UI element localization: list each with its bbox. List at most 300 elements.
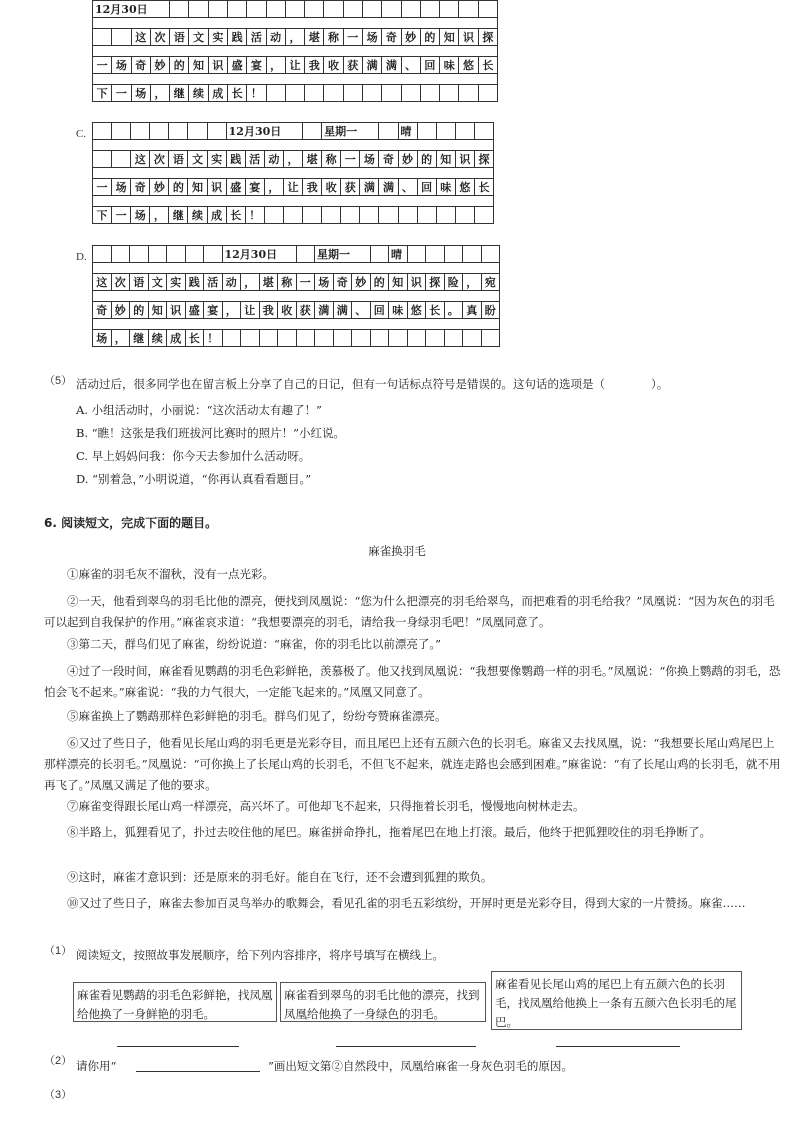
q5-stem: 活动过后，很多同学也在留言板上分享了自己的日记，但有一句话标点符号是错误的。这句话的选项是（ ）。 — [76, 377, 669, 391]
grid-cell — [93, 123, 112, 140]
event-box-1: 麻雀看见鹦鹉的羽毛色彩鲜艳，找凤凰给他换了一身鲜艳的羽毛。 — [73, 982, 277, 1022]
grid-char-cell: 知 — [389, 274, 408, 291]
grid-cell — [227, 1, 246, 18]
grid-char-cell: 继 — [170, 85, 189, 102]
grid-char-cell: 文 — [189, 29, 208, 46]
paragraph-9: ⑨这时，麻雀才意识到：还是原来的羽毛好。能自在飞行，还不会遭到狐狸的欺负。 — [67, 870, 493, 884]
grid-char-cell: ！ — [247, 85, 266, 102]
grid-char-cell: 一 — [341, 151, 360, 168]
grid-char-cell: 的 — [420, 29, 439, 46]
underline-sample — [136, 1071, 260, 1072]
paragraph-1: ①麻雀的羽毛灰不溜秋，没有一点光彩。 — [67, 567, 274, 581]
grid-char-cell: 动 — [222, 274, 241, 291]
q5-option-d[interactable]: D. “别着急，”小明说道，“你再认真看看题目。” — [76, 472, 312, 486]
grid-char-cell: 盛 — [227, 57, 246, 74]
grid-char-cell: 堪 — [303, 151, 322, 168]
grid-char-cell: 回 — [417, 179, 436, 196]
grid-cell — [478, 85, 497, 102]
grid-char-cell: 的 — [169, 179, 188, 196]
paragraph-7: ⑦麻雀变得跟长尾山鸡一样漂亮，高兴坏了。可他却飞不起来，只得拖着长羽毛，慢慢地向树林走去。 — [67, 799, 585, 813]
grid-char-cell: 实 — [167, 274, 186, 291]
grid-char-cell: 妙 — [398, 151, 417, 168]
grid-cell — [398, 207, 417, 224]
grid-cell — [455, 123, 474, 140]
grid-char-cell: 探 — [478, 29, 497, 46]
grid-char-cell: 的 — [417, 151, 436, 168]
grid-char-cell: 践 — [227, 29, 246, 46]
grid-cell — [112, 151, 131, 168]
grid-char-cell: 活 — [245, 151, 264, 168]
grid-cell — [207, 123, 226, 140]
grid-date: 12月30日 — [226, 123, 302, 140]
grid-cell — [417, 123, 436, 140]
grid-row — [93, 330, 500, 347]
grid-char-cell: 一 — [343, 29, 362, 46]
grid-char-cell: 探 — [426, 274, 445, 291]
grid-cell — [352, 330, 371, 347]
grid-char-cell: 回 — [370, 302, 389, 319]
grid-cell — [407, 330, 426, 347]
grid-cell — [343, 1, 362, 18]
grid-char-cell: 回 — [420, 57, 439, 74]
grid-char-cell: 悠 — [459, 57, 478, 74]
grid-cell — [341, 207, 360, 224]
grid-char-cell: 盛 — [226, 179, 245, 196]
grid-char-cell: 盛 — [185, 302, 204, 319]
grid-char-cell: 文 — [148, 274, 167, 291]
grid-char-cell: 一 — [112, 85, 131, 102]
grid-char-cell: 称 — [322, 151, 341, 168]
grid-char-cell: 动 — [266, 29, 285, 46]
grid-row — [93, 29, 498, 46]
grid-cell — [407, 246, 426, 263]
grid-char-cell: 满 — [362, 57, 381, 74]
grid-char-cell: ， — [150, 85, 169, 102]
grid-char-cell: 称 — [278, 274, 297, 291]
grid-cell — [278, 330, 297, 347]
grid-char-cell: 次 — [150, 151, 169, 168]
grid-char-cell: 这 — [131, 29, 150, 46]
grid-row — [93, 274, 500, 291]
grid-char-cell: ！ — [204, 330, 223, 347]
grid-char-cell: 收 — [322, 179, 341, 196]
grid-char-cell: 盼 — [481, 302, 500, 319]
grid-char-cell: 味 — [436, 179, 455, 196]
paragraph-4: ④过了一段时间，麻雀看见鹦鹉的羽毛色彩鲜艳，羡慕极了。他又找到凤凰说：“我想要像鹦鹉一样的羽毛。”凤凰说：“你换上鹦鹉的羽毛，恐怕会飞不起来。”麻雀说：“我的力气很大，一定能飞起来的。”凤凰又同意了。 — [44, 664, 781, 699]
sub2-number: （2） — [44, 1055, 73, 1067]
grid-cell — [324, 1, 343, 18]
grid-cell — [305, 1, 324, 18]
grid-char-cell: 我 — [259, 302, 278, 319]
grid-cell — [204, 246, 223, 263]
grid-gap — [93, 18, 498, 29]
grid-cell — [463, 330, 482, 347]
grid-cell — [266, 1, 285, 18]
grid-char-cell: 满 — [382, 57, 401, 74]
grid-char-cell: 下 — [93, 85, 112, 102]
grid-char-cell: 实 — [208, 29, 227, 46]
grid-char-cell: 活 — [247, 29, 266, 46]
grid-char-cell: 、 — [352, 302, 371, 319]
grid-cell — [379, 207, 398, 224]
grid-gap-row — [93, 18, 498, 29]
grid-cell — [283, 207, 302, 224]
paragraph-2: ②一天，他看到翠鸟的羽毛比他的漂亮，便找到凤凰说：“您为什么把漂亮的羽毛给翠鸟，而把难看的羽毛给我？”凤凰说：“因为灰色的羽毛可以起到自我保护的作用。”麻雀哀求道：“我想要漂亮的羽毛，请给我一身绿羽毛吧！”凤凰同意了。 — [44, 594, 775, 629]
grid-char-cell: 场 — [131, 85, 150, 102]
grid-weekday: 星期一 — [322, 123, 379, 140]
grid-cell — [459, 85, 478, 102]
grid-cell — [474, 207, 493, 224]
grid-cell — [333, 330, 352, 347]
grid-cell — [343, 85, 362, 102]
grid-char-cell: 满 — [333, 302, 352, 319]
paragraph-6: ⑥又过了些日子，他看见长尾山鸡的羽毛更是光彩夺目，而且尾巴上还有五颜六色的长羽毛。麻雀又去找凤凰，说：“我想要长尾山鸡尾巴上那样漂亮的长羽毛。”凤凰说：“可你换上了长尾山鸡的长羽毛，不但飞不起来，就连走路也会感到困难。”麻雀说：“有了长尾山鸡的长羽毛，就不用再飞了。”凤凰又满足了他的要求。 — [44, 736, 781, 792]
grid-cell — [481, 330, 500, 347]
grid-cell — [169, 123, 188, 140]
grid-char-cell: 悠 — [407, 302, 426, 319]
grid-char-cell: 的 — [370, 274, 389, 291]
grid-char-cell: 奇 — [333, 274, 352, 291]
grid-header-row — [93, 1, 498, 18]
grid-char-cell: 成 — [167, 330, 186, 347]
grid-char-cell: 让 — [285, 57, 304, 74]
grid-char-cell: 我 — [305, 57, 324, 74]
grid-char-cell: 奇 — [379, 151, 398, 168]
grid-cell — [455, 207, 474, 224]
grid-cell — [112, 123, 131, 140]
grid-cell — [185, 246, 204, 263]
grid-char-cell: 续 — [188, 207, 207, 224]
grid-char-cell: 长 — [478, 57, 497, 74]
grid-char-cell: 堪 — [259, 274, 278, 291]
grid-header-row — [93, 123, 494, 140]
grid-cell — [259, 330, 278, 347]
grid-char-cell: ， — [264, 179, 283, 196]
grid-char-cell: 识 — [455, 151, 474, 168]
grid-char-cell: 长 — [227, 85, 246, 102]
grid-cell — [285, 1, 304, 18]
answer-blank-3[interactable] — [556, 1046, 680, 1047]
writing-grid-b — [92, 0, 498, 102]
answer-blank-2[interactable] — [336, 1046, 476, 1047]
sub1-stem: 阅读短文，按照故事发展顺序，给下列内容排序，将序号填写在横线上。 — [76, 948, 444, 962]
grid-gap-row — [93, 168, 494, 179]
q5-options — [76, 402, 345, 494]
grid-char-cell: 知 — [440, 29, 459, 46]
grid-cell — [93, 246, 112, 263]
grid-cell — [303, 123, 322, 140]
grid-char-cell: 识 — [208, 57, 227, 74]
grid-char-cell: 妙 — [150, 57, 169, 74]
grid-gap — [93, 46, 498, 57]
grid-cell — [436, 123, 455, 140]
grid-gap-row — [93, 319, 500, 330]
grid-char-cell: 、 — [398, 179, 417, 196]
grid-char-cell: 悠 — [455, 179, 474, 196]
sub3-number: （3） — [44, 1089, 73, 1101]
grid-cell — [148, 246, 167, 263]
grid-char-cell: 场 — [93, 330, 112, 347]
grid-char-cell: 知 — [436, 151, 455, 168]
grid-char-cell: 探 — [474, 151, 493, 168]
grid-date: 12月30日 — [222, 246, 296, 263]
grid-char-cell: 满 — [360, 179, 379, 196]
grid-cell — [417, 207, 436, 224]
grid-cell — [440, 1, 459, 18]
grid-char-cell: 让 — [241, 302, 260, 319]
grid-gap-row — [93, 140, 494, 151]
grid-date: 12月30日 — [93, 1, 170, 18]
grid-gap — [93, 291, 500, 302]
grid-cell — [296, 330, 315, 347]
grid-gap — [93, 196, 494, 207]
grid-char-cell: 场 — [362, 29, 381, 46]
grid-cell — [426, 330, 445, 347]
grid-char-cell: 称 — [324, 29, 343, 46]
grid-cell — [370, 330, 389, 347]
grid-char-cell: ， — [241, 274, 260, 291]
grid-cell — [360, 207, 379, 224]
grid-char-cell: 满 — [315, 302, 334, 319]
grid-char-cell: 实 — [207, 151, 226, 168]
writing-grid-c — [92, 122, 494, 224]
grid-char-cell: 获 — [341, 179, 360, 196]
grid-char-cell: 味 — [440, 57, 459, 74]
grid-cell — [130, 246, 149, 263]
grid-char-cell: 的 — [170, 57, 189, 74]
grid-cell — [379, 123, 398, 140]
grid-char-cell: 成 — [208, 85, 227, 102]
grid-cell — [478, 1, 497, 18]
grid-weather: 晴 — [389, 246, 408, 263]
option-c-label: C. — [76, 128, 87, 140]
paragraph-10: ⑩又过了些日子，麻雀去参加百灵鸟举办的歌舞会，看见孔雀的羽毛五彩缤纷，开屏时更是光彩夺目，得到大家的一片赞扬。麻雀…… — [67, 896, 746, 910]
grid-cell — [426, 246, 445, 263]
grid-cell — [382, 85, 401, 102]
grid-char-cell: 下 — [93, 207, 112, 224]
grid-char-cell: 的 — [130, 302, 149, 319]
grid-cell — [382, 1, 401, 18]
grid-char-cell: 知 — [148, 302, 167, 319]
grid-cell — [459, 1, 478, 18]
grid-gap — [93, 74, 498, 85]
grid-gap-row — [93, 196, 494, 207]
grid-cell — [436, 207, 455, 224]
grid-cell — [208, 1, 227, 18]
grid-char-cell: 继 — [130, 330, 149, 347]
grid-cell — [389, 330, 408, 347]
grid-cell — [93, 151, 112, 168]
grid-cell — [324, 85, 343, 102]
grid-char-cell: 妙 — [150, 179, 169, 196]
grid-char-cell: 宴 — [245, 179, 264, 196]
grid-cell — [93, 29, 112, 46]
sub2-prefix: 请你用“ — [76, 1059, 117, 1073]
grid-cell — [444, 246, 463, 263]
grid-cell — [266, 85, 285, 102]
grid-gap-row — [93, 74, 498, 85]
grid-cell — [370, 246, 389, 263]
grid-cell — [315, 330, 334, 347]
grid-row — [93, 179, 494, 196]
grid-char-cell: 险 — [444, 274, 463, 291]
grid-char-cell: 场 — [112, 179, 131, 196]
grid-cell — [188, 123, 207, 140]
grid-cell — [420, 85, 439, 102]
grid-char-cell: 次 — [111, 274, 130, 291]
writing-grid-d — [92, 245, 500, 347]
grid-char-cell: 一 — [93, 57, 112, 74]
q5-number: （5） — [44, 375, 73, 387]
grid-cell — [241, 330, 260, 347]
paragraph-8: ⑧半路上，狐狸看见了，扑过去咬住他的尾巴。麻雀拼命挣扎，拖着尾巴在地上打滚。最后，他终于把狐狸咬住的羽毛挣断了。 — [67, 825, 711, 839]
event-box-3: 麻雀看见长尾山鸡的尾巴上有五颜六色的长羽毛，找凤凰给他换上一条有五颜六色长羽毛的尾巴。 — [491, 971, 742, 1030]
grid-char-cell: 继 — [169, 207, 188, 224]
grid-cell — [112, 29, 131, 46]
grid-char-cell: 知 — [188, 179, 207, 196]
grid-char-cell: 长 — [426, 302, 445, 319]
grid-char-cell: 知 — [189, 57, 208, 74]
grid-char-cell: 收 — [278, 302, 297, 319]
grid-char-cell: 奇 — [131, 57, 150, 74]
grid-cell — [111, 246, 130, 263]
grid-char-cell: 场 — [315, 274, 334, 291]
grid-char-cell: 奇 — [131, 179, 150, 196]
grid-char-cell: 这 — [131, 151, 150, 168]
grid-gap-row — [93, 263, 500, 274]
grid-char-cell: 文 — [188, 151, 207, 168]
grid-char-cell: 味 — [389, 302, 408, 319]
grid-cell — [189, 1, 208, 18]
option-d-label: D. — [76, 251, 87, 263]
grid-cell — [264, 207, 283, 224]
grid-char-cell: 堪 — [305, 29, 324, 46]
grid-char-cell: ， — [111, 330, 130, 347]
grid-row — [93, 302, 500, 319]
grid-row — [93, 85, 498, 102]
grid-char-cell: 场 — [112, 57, 131, 74]
grid-char-cell: 一 — [296, 274, 315, 291]
grid-cell — [401, 85, 420, 102]
grid-char-cell: 真 — [463, 302, 482, 319]
grid-char-cell: 获 — [343, 57, 362, 74]
grid-char-cell: 长 — [226, 207, 245, 224]
grid-cell — [440, 85, 459, 102]
grid-row — [93, 207, 494, 224]
grid-char-cell: 妙 — [401, 29, 420, 46]
grid-cell — [296, 246, 315, 263]
grid-char-cell: 妙 — [111, 302, 130, 319]
paragraph-3: ③第二天，群鸟们见了麻雀，纷纷说道：“麻雀，你的羽毛比以前漂亮了。” — [67, 637, 442, 651]
q5-option-c[interactable]: C. 早上妈妈问我：你今天去参加什么活动呀。 — [76, 449, 311, 463]
grid-char-cell: ， — [283, 151, 302, 168]
grid-cell — [305, 85, 324, 102]
grid-char-cell: 场 — [360, 151, 379, 168]
grid-cell — [131, 123, 150, 140]
grid-char-cell: 践 — [185, 274, 204, 291]
grid-row — [93, 57, 498, 74]
event-box-2: 麻雀看到翠鸟的羽毛比他的漂亮，找到凤凰给他换了一身绿色的羽毛。 — [280, 982, 486, 1022]
grid-char-cell: 长 — [185, 330, 204, 347]
grid-gap-row — [93, 291, 500, 302]
grid-gap — [93, 168, 494, 179]
grid-char-cell: 语 — [169, 151, 188, 168]
grid-char-cell: 识 — [407, 274, 426, 291]
grid-gap-row — [93, 46, 498, 57]
grid-cell — [474, 123, 493, 140]
grid-cell — [362, 85, 381, 102]
grid-char-cell: 动 — [264, 151, 283, 168]
grid-char-cell: ， — [222, 302, 241, 319]
grid-cell — [481, 246, 500, 263]
grid-cell — [322, 207, 341, 224]
grid-char-cell: 宴 — [247, 57, 266, 74]
grid-char-cell: ， — [266, 57, 285, 74]
grid-cell — [150, 123, 169, 140]
grid-char-cell: 语 — [130, 274, 149, 291]
grid-char-cell: ！ — [245, 207, 264, 224]
grid-char-cell: 场 — [131, 207, 150, 224]
grid-char-cell: 一 — [93, 179, 112, 196]
grid-char-cell: 宛 — [481, 274, 500, 291]
grid-char-cell: 成 — [207, 207, 226, 224]
grid-char-cell: 续 — [148, 330, 167, 347]
grid-char-cell: 妙 — [352, 274, 371, 291]
grid-char-cell: 奇 — [93, 302, 112, 319]
q5-option-b[interactable]: B. “瞧！这张是我们班拔河比赛时的照片！”小红说。 — [76, 426, 346, 440]
grid-char-cell: 续 — [189, 85, 208, 102]
q5-option-a[interactable]: A. 小组活动时，小丽说：“这次活动太有趣了！” — [76, 403, 322, 417]
grid-row — [93, 151, 494, 168]
grid-cell — [167, 246, 186, 263]
grid-char-cell: 宴 — [204, 302, 223, 319]
grid-char-cell: ， — [150, 207, 169, 224]
grid-char-cell: 语 — [170, 29, 189, 46]
grid-cell — [401, 1, 420, 18]
grid-char-cell: 让 — [283, 179, 302, 196]
grid-cell — [170, 1, 189, 18]
grid-cell — [444, 330, 463, 347]
sub1-number: （1） — [44, 945, 73, 957]
grid-gap — [93, 263, 500, 274]
grid-char-cell: 这 — [93, 274, 112, 291]
grid-char-cell: 我 — [303, 179, 322, 196]
grid-char-cell: 长 — [474, 179, 493, 196]
grid-char-cell: 次 — [150, 29, 169, 46]
grid-gap — [93, 140, 494, 151]
grid-cell — [420, 1, 439, 18]
grid-cell — [463, 246, 482, 263]
answer-blank-1[interactable] — [117, 1046, 239, 1047]
grid-char-cell: 奇 — [382, 29, 401, 46]
grid-char-cell: 活 — [204, 274, 223, 291]
grid-char-cell: 、 — [401, 57, 420, 74]
grid-cell — [303, 207, 322, 224]
grid-char-cell: 获 — [296, 302, 315, 319]
grid-cell — [222, 330, 241, 347]
q6-heading: 6. 阅读短文，完成下面的题目。 — [44, 516, 218, 530]
sub2-suffix: ”画出短文第②自然段中，凤凰给麻雀一身灰色羽毛的原因。 — [268, 1059, 573, 1073]
grid-char-cell: 识 — [207, 179, 226, 196]
grid-char-cell: 识 — [459, 29, 478, 46]
grid-char-cell: ， — [285, 29, 304, 46]
grid-header-row — [93, 246, 500, 263]
grid-char-cell: 识 — [167, 302, 186, 319]
paragraph-5: ⑤麻雀换上了鹦鹉那样色彩鲜艳的羽毛。群鸟们见了，纷纷夸赞麻雀漂亮。 — [67, 709, 447, 723]
grid-cell — [247, 1, 266, 18]
grid-weather: 晴 — [398, 123, 417, 140]
passage-title: 麻雀换羽毛 — [368, 544, 426, 558]
